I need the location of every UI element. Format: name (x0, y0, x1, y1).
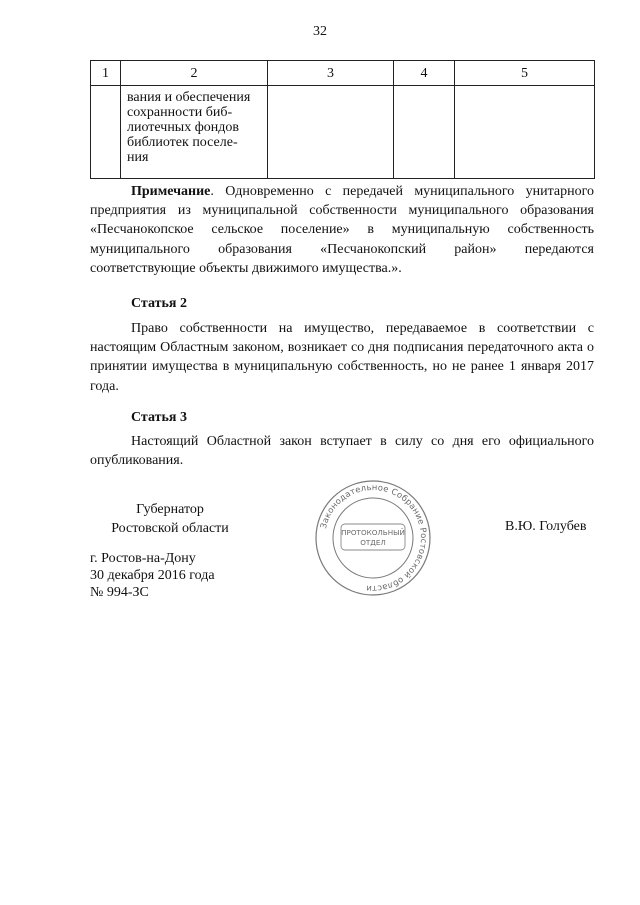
signatory-name: В.Ю. Голубев (505, 519, 587, 534)
table-cell (268, 86, 394, 179)
table-cell (455, 86, 595, 179)
cell-line: вания и обеспечения (127, 90, 251, 105)
table-cell (91, 86, 121, 179)
signing-date: 30 декабря 2016 года (90, 568, 215, 583)
law-number: № 994-ЗС (90, 585, 149, 600)
cell-line: библиотек поселе- (127, 135, 238, 150)
article-3-paragraph (90, 432, 594, 470)
cell-line: ния (127, 150, 149, 165)
cell-line: лиотечных фондов (127, 120, 240, 135)
place-date-block (90, 550, 215, 601)
signatory-title (90, 500, 250, 538)
table-row (91, 86, 595, 179)
article-2-text: Право собственности на имущество, передаваемое в соответствии с настоящим Областным законом, возникает со дня подписания передаточного акта о принятии имущества в муниципальную собственность, но не ранее 1 января 2017 года. (90, 321, 594, 394)
signing-place: г. Ростов-на-Дону (90, 551, 196, 566)
article-3-text: Настоящий Областной закон вступает в силу со дня его официального опубликования. (90, 434, 594, 469)
note-paragraph (90, 182, 594, 278)
seal-center-line2: ОТДЕЛ (360, 538, 386, 547)
table-header-cell: 5 (455, 61, 595, 86)
table-header-cell: 1 (91, 61, 121, 86)
table-cell (394, 86, 455, 179)
seal-ring-text: Законодательное Собрание Ростовской области (318, 481, 430, 595)
cell-line: сохранности биб- (127, 105, 233, 120)
property-table (90, 60, 595, 179)
note-text: . Одновременно с передачей муниципального унитарного предприятия из муниципальной собственности муниципального образования «Песчанокопское сельское поселение» в муниципальную собственность муниципального образования «Песчанокопский район» передаются соответствующие объекты движимого имущества.». (90, 184, 594, 276)
signatory-title-line: Ростовской области (111, 521, 229, 536)
article-3-title: Статья 3 (131, 410, 187, 425)
seal-center-line1: ПРОТОКОЛЬНЫЙ (341, 528, 405, 537)
page-number: 32 (313, 24, 327, 39)
table-header-cell: 3 (268, 61, 394, 86)
article-2-title: Статья 2 (131, 296, 187, 311)
table-header-cell: 4 (394, 61, 455, 86)
article-2-paragraph (90, 319, 594, 396)
table-cell-description (121, 86, 268, 179)
note-label: Примечание (131, 184, 211, 199)
table-header-row (91, 61, 595, 86)
seal-stamp (313, 478, 433, 598)
table-header-cell: 2 (121, 61, 268, 86)
signatory-title-line: Губернатор (136, 502, 204, 517)
